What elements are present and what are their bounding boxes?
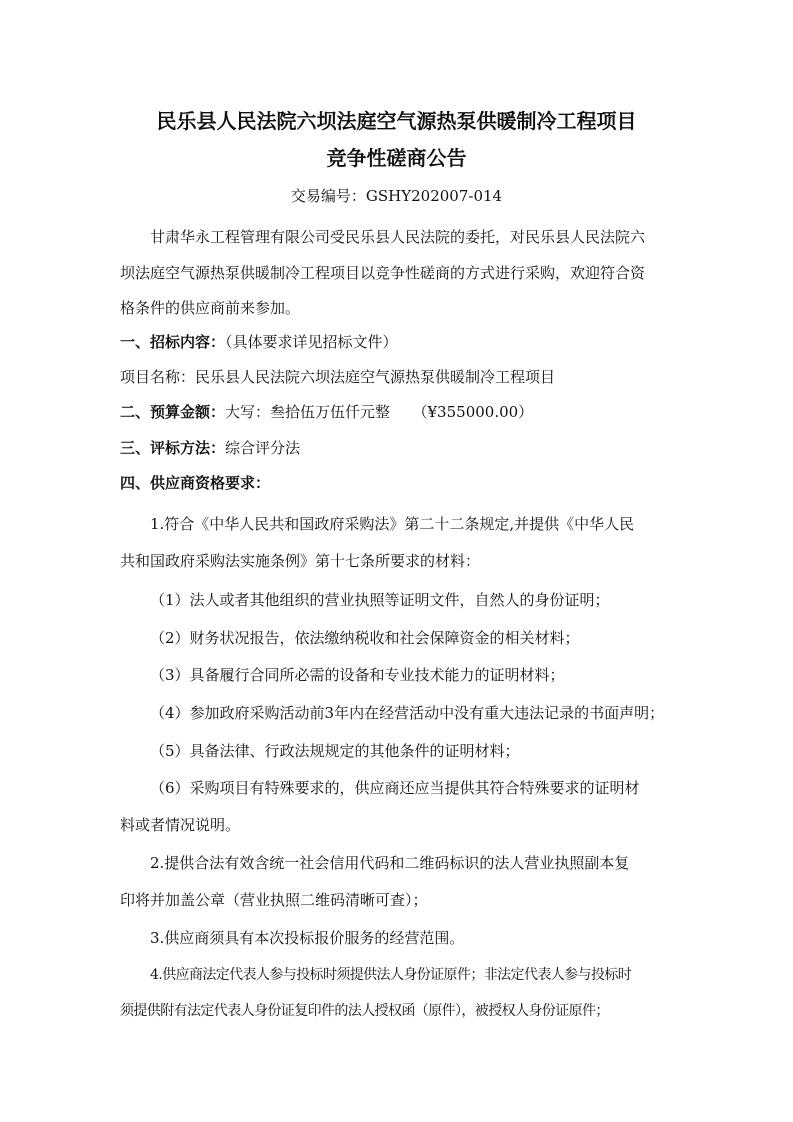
section-4: [120, 473, 270, 493]
section-1: [120, 332, 398, 352]
section-3-heading: 三、评标方法：: [120, 439, 226, 457]
doc-title-line1: 民乐县人民法院六坝法庭空气源热泵供暖制冷工程项目: [156, 109, 637, 133]
section-1-text: （具体要求详见招标文件）: [225, 333, 398, 351]
requirement-2-line-2: 印将并加盖公章（营业执照二维码清晰可查）；: [120, 891, 428, 909]
section-2: [120, 402, 533, 422]
requirement-1-line-1: 1.符合《中华人民共和国政府采购法》第二十二条规定,并提供《中华人民: [150, 515, 635, 533]
list-item: （6）采购项目有特殊要求的，供应商还应当提供其符合特殊要求的证明材: [150, 779, 640, 797]
requirement-1-line-2: 共和国政府采购法实施条例》第十七条所要求的材料：: [120, 552, 481, 570]
evaluation-method: 综合评分法: [225, 439, 301, 457]
budget-amount: 大写：叁拾伍万伍仟元整 （¥355000.00）: [225, 403, 534, 421]
list-item: （4）参加政府采购活动前3年内在经营活动中没有重大违法记录的书面声明；: [150, 704, 665, 722]
project-name: 项目名称：民乐县人民法院六坝法庭空气源热泵供暖制冷工程项目: [120, 368, 556, 386]
list-item: （3）具备履行合同所必需的设备和专业技术能力的证明材料；: [150, 666, 565, 684]
requirement-2-line-1: 2.提供合法有效含统一社会信用代码和二维码标识的法人营业执照副本复: [150, 854, 630, 872]
list-item: （5）具备法律、行政法规规定的其他条件的证明材料；: [150, 742, 520, 760]
list-item: （1）法人或者其他组织的营业执照等证明文件，自然人的身份证明；: [150, 591, 610, 609]
doc-title-line2: 竞争性磋商公告: [326, 146, 467, 170]
list-item-continued: 料或者情况说明。: [120, 816, 241, 834]
section-2-heading: 二、预算金额：: [120, 403, 226, 421]
requirement-4-line-1: 4.供应商法定代表人参与投标时须提供法人身份证原件；非法定代表人参与投标时: [150, 967, 632, 983]
trade-number: 交易编号：GSHY202007-014: [290, 187, 503, 205]
requirement-3: 3.供应商须具有本次投标报价服务的经营范围。: [150, 929, 465, 947]
section-4-heading: 四、供应商资格要求：: [120, 474, 271, 492]
intro-line-2: 坝法庭空气源热泵供暖制冷工程项目以竞争性磋商的方式进行采购，欢迎符合资: [120, 264, 646, 282]
intro-line-1: 甘肃华永工程管理有限公司受民乐县人民法院的委托，对民乐县人民法院六: [150, 228, 646, 246]
intro-line-3: 格条件的供应商前来参加。: [120, 299, 301, 317]
section-1-heading: 一、招标内容：: [120, 333, 226, 351]
requirement-4-line-2: 须提供附有法定代表人身份证复印件的法人授权函（原件），被授权人身份证原件；: [120, 1003, 609, 1019]
section-3: [120, 438, 300, 458]
list-item: （2）财务状况报告，依法缴纳税收和社会保障资金的相关材料；: [150, 629, 580, 647]
